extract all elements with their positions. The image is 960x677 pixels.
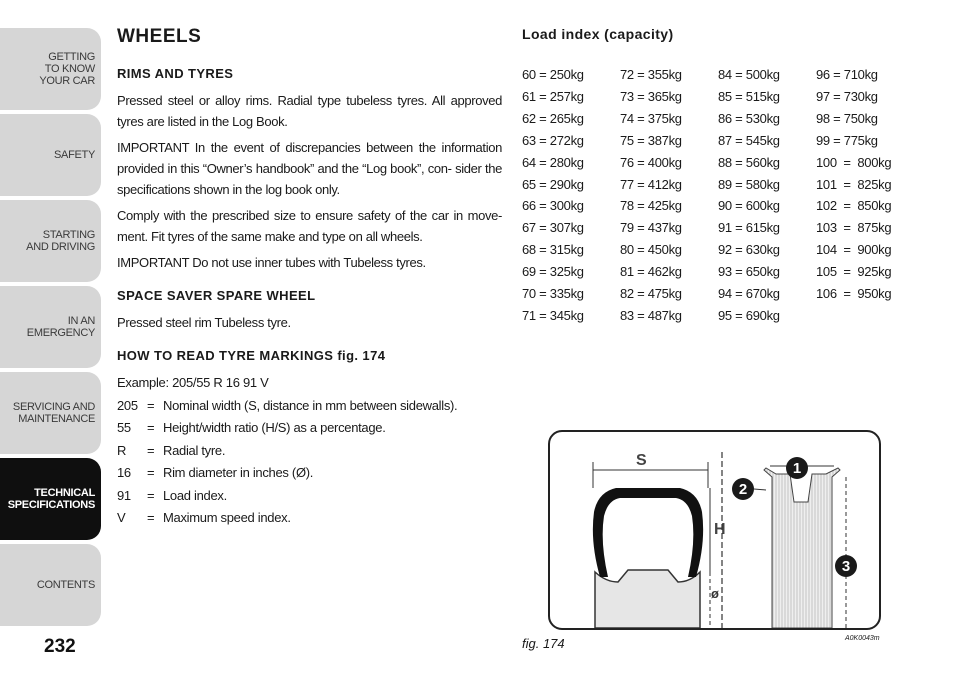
load-index-section [522,26,942,327]
load-index-entry: 62 = 265kg [522,110,584,126]
important-logbook-paragraph: IMPORTANT In the event of discrepancies between the information provided in this “Owner’s handbook” and the “Log book”, con- sider the specifications shown in the log book only. [117,140,502,197]
load-index-entry: 106 = 950kg [816,286,892,302]
load-index-entry: 89 = 580kg [718,176,780,192]
diameter-label: ø [711,586,719,601]
load-index-column [816,64,926,327]
load-index-entry: 65 = 290kg [522,176,584,192]
load-index-entry: 83 = 487kg [620,307,682,323]
marking-code: 55 [117,420,131,435]
load-index-entry: 81 = 462kg [620,264,682,280]
load-index-entry: 76 = 400kg [620,154,682,170]
load-index-entry: 61 = 257kg [522,88,584,104]
marking-text: Rim diameter in inches (Ø). [163,465,314,480]
section-title: WHEELS [117,26,202,47]
load-index-entry: 67 = 307kg [522,220,584,236]
load-index-entry: 85 = 515kg [718,88,780,104]
load-index-entry: 72 = 355kg [620,67,682,82]
load-index-heading: Load index (capacity) [522,26,674,42]
width-label-s: S [636,452,647,469]
spare-wheel-paragraph: Pressed steel rim Tubeless tyre. [117,315,291,330]
load-index-entry: 64 = 280kg [522,154,584,170]
inner-tubes-paragraph: IMPORTANT Do not use inner tubes with Tubeless tyres. [117,255,426,270]
load-index-table [522,64,942,327]
load-index-entry: 92 = 630kg [718,242,780,258]
load-index-entry: 90 = 600kg [718,198,780,214]
svg-text:2: 2 [738,481,748,498]
load-index-entry: 105 = 925kg [816,264,892,280]
spare-wheel-heading: SPACE SAVER SPARE WHEEL [117,288,316,303]
tab-technical-specifications[interactable]: TECHNICAL SPECIFICATIONS [0,458,101,540]
marking-row: 16 = Rim diameter in inches (Ø). [117,462,502,485]
figure-caption: fig. 174 [522,636,565,651]
load-index-entry: 73 = 365kg [620,88,682,104]
tyre-diagram-figure [548,430,881,630]
load-index-entry: 97 = 730kg [816,88,878,104]
load-index-entry: 101 = 825kg [816,176,892,192]
load-index-entry: 84 = 500kg [718,67,780,82]
tyre-markings-list [117,372,502,530]
load-index-entry: 99 = 775kg [816,132,878,148]
tab-servicing-and-maintenance[interactable]: SERVICING AND MAINTENANCE [0,372,101,454]
rim-profile [764,468,840,628]
load-index-entry: 79 = 437kg [620,220,682,236]
wheels-section [117,26,502,530]
marking-row: 91 = Load index. [117,485,502,508]
load-index-entry: 86 = 530kg [718,110,780,126]
marking-code: 91 [117,487,131,503]
load-index-entry: 70 = 335kg [522,286,584,302]
load-index-entry: 75 = 387kg [620,132,682,148]
figure-code: A0K0043m [845,635,880,642]
tab-in-an-emergency[interactable]: IN AN EMERGENCY [0,286,101,368]
tab-safety[interactable]: SAFETY [0,114,101,196]
load-index-entry: 87 = 545kg [718,132,780,148]
tyre-markings-heading: HOW TO READ TYRE MARKINGS fig. 174 [117,348,386,363]
load-index-entry: 69 = 325kg [522,264,584,280]
tyre-example: Example: 205/55 R 16 91 V [117,375,269,390]
load-index-entry: 82 = 475kg [620,286,682,302]
load-index-entry: 95 = 690kg [718,307,780,323]
load-index-entry: 74 = 375kg [620,110,682,126]
marking-code: V [117,510,126,525]
load-index-column [718,64,816,327]
load-index-entry: 98 = 750kg [816,110,878,126]
load-index-entry: 68 = 315kg [522,242,584,258]
load-index-entry: 88 = 560kg [718,154,780,170]
marking-row: R = Radial tyre. [117,440,502,463]
load-index-entry: 80 = 450kg [620,242,682,258]
load-index-column [620,64,718,327]
marking-text: Radial tyre. [163,442,226,458]
load-index-entry: 93 = 650kg [718,264,780,280]
load-index-entry: 63 = 272kg [522,132,584,148]
marking-text: Maximum speed index. [163,510,291,525]
marking-row: 55 = Height/width ratio (H/S) as a percentage. [117,417,502,440]
load-index-entry: 102 = 850kg [816,198,892,214]
load-index-entry: 66 = 300kg [522,198,584,214]
rim-shape [595,570,700,628]
marking-row: V = Maximum speed index. [117,507,502,530]
svg-text:3: 3 [841,558,851,575]
load-index-entry: 60 = 250kg [522,67,584,82]
load-index-entry: 77 = 412kg [620,176,682,192]
load-index-entry: 100 = 800kg [816,154,892,170]
load-index-entry: 103 = 875kg [816,220,892,236]
tab-contents[interactable]: CONTENTS [0,544,101,626]
svg-text:1: 1 [792,460,802,477]
tab-getting-to-know-your-car[interactable]: GETTING TO KNOW YOUR CAR [0,28,101,110]
load-index-entry: 94 = 670kg [718,286,780,302]
load-index-entry: 104 = 900kg [816,242,892,258]
marking-text: Nominal width (S, distance in mm between sidewalls). [163,397,458,413]
load-index-entry: 71 = 345kg [522,307,584,323]
marking-row: 205 = Nominal width (S, distance in mm between sidewalls). [117,395,502,418]
tab-starting-and-driving[interactable]: STARTING AND DRIVING [0,200,101,282]
rims-paragraph: Pressed steel or alloy rims. Radial type tubeless tyres. All approved tyres are listed in the Log Book. [117,93,502,129]
marking-code: R [117,442,127,458]
tyre-section [593,488,703,577]
load-index-entry: 91 = 615kg [718,220,780,236]
load-index-entry: 78 = 425kg [620,198,682,214]
marking-text: Load index. [163,487,227,503]
tyre-cross-section-diagram [550,432,879,628]
marking-code: 205 [117,397,138,413]
marking-text: Height/width ratio (H/S) as a percentage. [163,420,386,435]
load-index-column [522,64,620,327]
height-label-h: H [714,521,726,538]
rims-heading: RIMS AND TYRES [117,66,234,81]
tyre-size-paragraph: Comply with the prescribed size to ensure safety of the car in move- ment. Fit tyres of the same make and type on all wheels. [117,208,502,244]
load-index-entry: 96 = 710kg [816,67,878,82]
marking-code: 16 [117,465,131,480]
page-number: 232 [44,636,76,657]
